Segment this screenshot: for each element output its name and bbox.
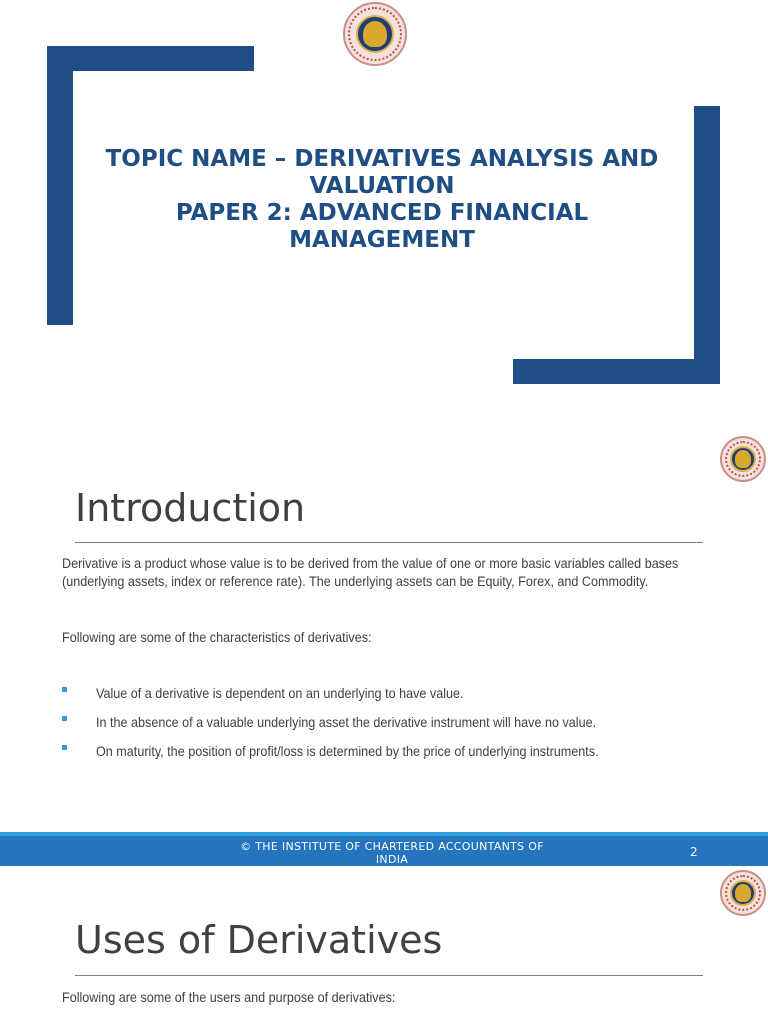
icai-emblem-icon xyxy=(720,870,766,916)
list-item xyxy=(62,714,722,734)
bullet-square-icon xyxy=(62,687,67,692)
frame-top-left-vertical xyxy=(47,46,73,325)
paragraph-line: Following are some of the users and purpose of derivatives: xyxy=(62,989,396,1005)
list-item xyxy=(62,685,722,705)
icai-emblem-icon xyxy=(720,436,766,482)
list-item-text: Value of a derivative is dependent on an underlying to have value. xyxy=(96,685,464,701)
title-line: MANAGEMENT xyxy=(289,227,475,253)
frame-top-left-horizontal xyxy=(47,46,254,71)
title-line: TOPIC NAME – DERIVATIVES ANALYSIS AND xyxy=(105,146,659,172)
list-item xyxy=(62,743,722,763)
uses-slide xyxy=(0,866,768,1024)
title-slide xyxy=(0,0,768,420)
paragraph-line: Derivative is a product whose value is to be derived from the value of one or more basic variables called bases xyxy=(62,555,679,571)
title-line: PAPER 2: ADVANCED FINANCIAL xyxy=(175,200,589,226)
list-item-text: In the absence of a valuable underlying asset the derivative instrument will have no value. xyxy=(96,714,597,730)
heading-divider xyxy=(75,542,703,543)
bullet-square-icon xyxy=(62,716,67,721)
frame-bottom-right-horizontal xyxy=(513,359,720,384)
icai-emblem-icon xyxy=(343,2,407,66)
paragraph-line: (underlying assets, index or reference rate). The underlying assets can be Equity, Forex, and Commodity. xyxy=(62,573,649,589)
title-line: VALUATION xyxy=(309,173,455,199)
characteristics-intro xyxy=(62,628,722,646)
slide-heading: Uses of Derivatives xyxy=(75,918,443,962)
paragraph-line: Following are some of the characteristics of derivatives: xyxy=(62,629,372,645)
intro-paragraph xyxy=(62,554,722,590)
frame-bottom-right-vertical xyxy=(694,106,720,384)
uses-intro xyxy=(62,988,722,1006)
slide-title xyxy=(72,146,692,254)
page-number: 2 xyxy=(690,845,698,859)
introduction-slide xyxy=(0,420,768,866)
copyright-line: © THE INSTITUTE OF CHARTERED ACCOUNTANTS OF xyxy=(240,840,544,853)
copyright-text xyxy=(232,840,552,866)
slide-footer xyxy=(0,832,768,866)
heading-divider xyxy=(75,975,703,976)
copyright-line: INDIA xyxy=(375,853,409,866)
list-item-text: On maturity, the position of profit/loss is determined by the price of underlying instruments. xyxy=(96,743,599,759)
slide-heading: Introduction xyxy=(75,486,306,530)
bullet-square-icon xyxy=(62,745,67,750)
